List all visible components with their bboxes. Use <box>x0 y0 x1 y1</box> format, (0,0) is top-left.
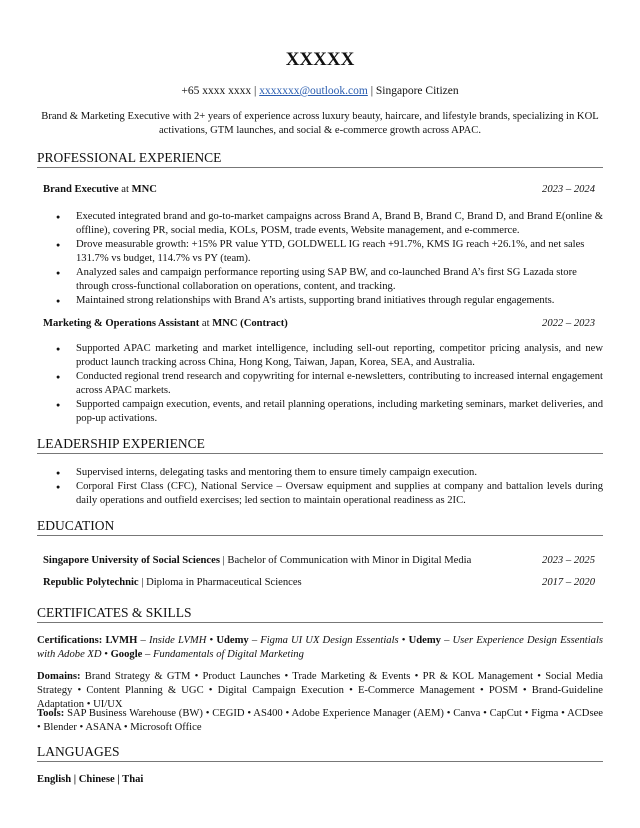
cert-org: Google <box>110 649 143 660</box>
job-title: Brand Executive <box>43 184 119 195</box>
list-item: ● Maintained strong relationships with Brand A’s artists, supporting brand initiatives through regular engagements. <box>37 294 603 308</box>
section-certificates-skills: CERTIFICATES & SKILLS <box>37 605 603 623</box>
separator: | <box>138 577 147 588</box>
cert-course: Fundamentals of Digital Marketing <box>152 649 304 660</box>
job-header <box>43 317 603 331</box>
list-item: ● Executed integrated brand and go-to-market campaigns across Brand A, Brand B, Brand C, Brand D, and Brand E(online & offline), covering PR, social media, KOLs, POSM, trade events, Website management, and e-commerce. <box>37 210 603 238</box>
section-professional-experience: PROFESSIONAL EXPERIENCE <box>37 150 603 168</box>
degree: Diploma in Pharmaceutical Sciences <box>146 577 302 588</box>
summary: Brand & Marketing Executive with 2+ years of experience across luxury beauty, haircare, and lifestyle brands, specializing in KOL activations, GTM launches, and social & e-commerce growth across APAC. <box>41 111 599 136</box>
education-dates: 2017 – 2020 <box>542 577 595 588</box>
list-item: ● Supported campaign execution, events, and retail planning operations, including marketing seminars, market deliveries, and pop-up activations. <box>37 398 603 426</box>
section-languages: LANGUAGES <box>37 744 603 762</box>
degree: Bachelor of Communication with Minor in Digital Media <box>227 555 472 566</box>
list-item: ● Supported APAC marketing and market intelligence, including sell-out reporting, competitor pricing analysis, and new product launch tracking across China, Hong Kong, Taiwan, Japan, Korea, SEA, and Australia. <box>37 342 603 370</box>
cert-course: User Experience Design Essentials with Adobe XD <box>37 635 604 660</box>
separator: | <box>219 555 228 566</box>
cert-course: Figma UI UX Design Essentials <box>260 635 399 646</box>
tools-text: SAP Business Warehouse (BW) • CEGID • AS400 • Adobe Experience Manager (AEM) • Canva • CapCut • Figma • ACDsee • Blender • ASANA • Microsoft Office <box>37 708 603 733</box>
candidate-name: XXXXX <box>285 49 355 70</box>
list-item: ● Conducted regional trend research and copywriting for internal e-newsletters, contributing to increased internal engagement across APAC markets. <box>37 370 603 398</box>
at-text: at <box>199 318 213 329</box>
job-dates: 2023 – 2024 <box>542 184 595 195</box>
tools <box>37 707 603 735</box>
tools-label: Tools: <box>37 708 65 719</box>
cert-course: Inside LVMH <box>148 635 207 646</box>
contact-line <box>37 84 603 98</box>
cert-org: LVMH <box>105 635 138 646</box>
phone: +65 xxxx xxxx <box>181 85 252 97</box>
section-leadership-experience: LEADERSHIP EXPERIENCE <box>37 436 603 454</box>
separator: | <box>251 85 260 97</box>
education-item <box>43 576 603 590</box>
school: Singapore University of Social Sciences <box>43 555 220 566</box>
languages-list: English | Chinese | Thai <box>37 774 144 785</box>
job-title: Marketing & Operations Assistant <box>43 318 200 329</box>
company: MNC <box>131 184 157 195</box>
education-item <box>43 554 603 568</box>
job-header <box>43 183 603 197</box>
job-bullets <box>37 342 603 426</box>
at-text: at <box>118 184 132 195</box>
section-education: EDUCATION <box>37 518 603 536</box>
certifications: Certifications: LVMH – Inside LVMH • Udemy – Figma UI UX Design Essentials • Udemy – User Experience Design Essentials with Adobe XD • Google – Fundamentals of Digital Marketing <box>37 635 604 660</box>
list-item: ● Corporal First Class (CFC), National Service – Oversaw equipment and supplies at company and battalion levels during daily operations and outfield exercises; led section to maintain operational readiness as 2IC. <box>37 480 603 508</box>
separator: | <box>367 85 376 97</box>
company: MNC (Contract) <box>212 318 288 329</box>
domains-text: Brand Strategy & GTM • Product Launches • Trade Marketing & Events • PR & KOL Management • Social Media Strategy • Content Planning & UGC • Digital Campaign Execution • E-Commerce Management • POSM • Brand-Guideline Adaptation • UI/UX <box>37 671 603 710</box>
job-dates: 2022 – 2023 <box>542 318 595 329</box>
school: Republic Polytechnic <box>43 577 139 588</box>
cert-org: Udemy <box>408 635 441 646</box>
citizenship: Singapore Citizen <box>375 85 459 97</box>
domains <box>37 670 603 712</box>
education-dates: 2023 – 2025 <box>542 555 595 566</box>
leadership-bullets <box>37 466 603 508</box>
job-bullets <box>37 210 603 308</box>
list-item: ● Analyzed sales and campaign performance reporting using SAP BW, and co-launched Brand A’s first SG Lazada store through cross-functional collaboration on operations, content, and tracking. <box>37 266 603 294</box>
list-item: ● Drove measurable growth: +15% PR value YTD, GOLDWELL IG reach +91.7%, KMS IG reach +26.1%, and net sales 131.7% vs budget, 114.7% vs PY (team). <box>37 238 603 266</box>
cert-org: Udemy <box>216 635 249 646</box>
list-item: ● Supervised interns, delegating tasks and mentoring them to ensure timely campaign execution. <box>37 466 603 480</box>
domains-label: Domains: <box>37 671 81 682</box>
certifications-label: Certifications: <box>37 635 103 646</box>
email-link[interactable]: xxxxxxx@outlook.com <box>259 85 368 97</box>
